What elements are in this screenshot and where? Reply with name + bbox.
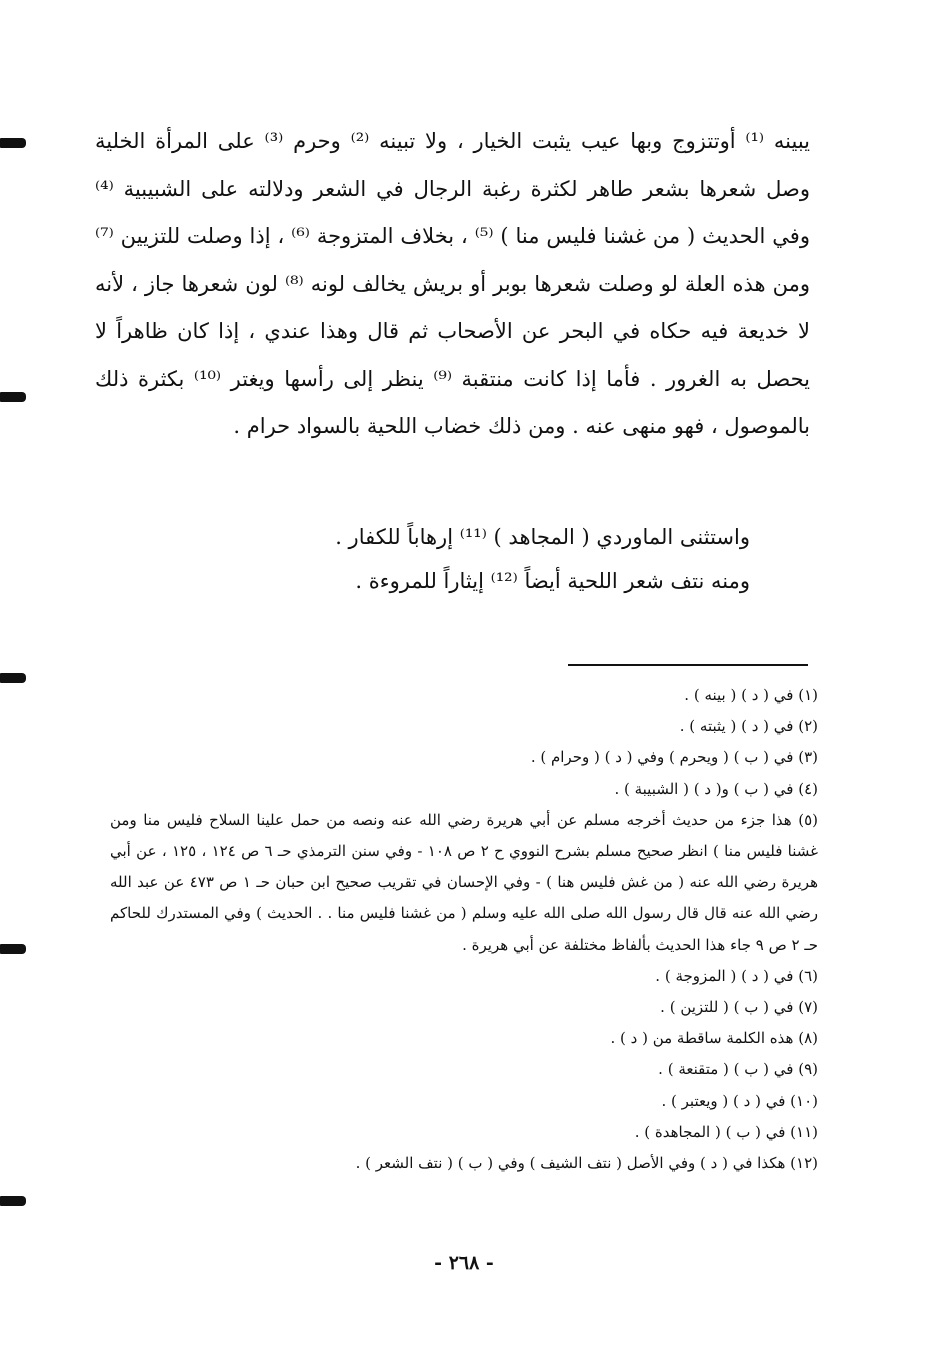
- footnote-item: (٦) في ( د ) ( المزوجة ) .: [655, 966, 818, 985]
- footnote-item: (٥) هذا جزء من حديث أخرجه مسلم عن أبي هريرة رضي الله عنه ونصه من حمل علينا السلاح فليس منا ومن غشنا فليس منا ) انظر صحيح مسلم بشرح النووي ح ٢ ص ١٠٨ - وفي سنن الترمذي حـ ٦ ص ١٢٤ ، ١٢٥ ، عن أبي هريرة رضي الله عنه ( من غش فليس هنا ) - وفي الإحسان في تقريب صحيح ابن حبان حـ ١ ص ٤٧٣ عن عبد الله رضي الله عنه قال قال رسول الله صلى الله عليه وسلم ( من غشنا فليس منا . . الحديث ) وفي المستدرك للحاكم حـ ٢ ص ٩ جاء هذا الحديث بألفاظ مختلفة عن أبي هريرة .: [110, 810, 818, 954]
- binding-mark: [0, 392, 26, 402]
- footnote-separator: [568, 664, 808, 666]
- footnote-item: (٨) هذه الكلمة ساقطة من ( د ) .: [610, 1029, 818, 1048]
- footnote-item: (٧) في ( ب ) ( للتزين ) .: [660, 998, 818, 1017]
- footnote-item: (٢) في ( د ) ( يثبته ) .: [679, 717, 818, 736]
- main-text: [95, 118, 810, 451]
- footnote-item: (١٢) هكذا في ( د ) وفي الأصل ( نتف الشيف ) وفي ( ب ) ( نتف الشعر ) .: [355, 1154, 818, 1173]
- footnotes-list: [110, 680, 818, 1179]
- page-number: - ٢٦٨ -: [434, 1252, 494, 1274]
- footnote-item: (١) في ( د ) ( بينه ) .: [684, 686, 818, 704]
- main-paragraph: يبينه ⁽¹⁾ أوتتزوج وبها عيب يثبت الخيار ، ولا تبينه ⁽²⁾ وحرم ⁽³⁾ على المرأة الخلية وصل شعرها بشعر طاهر لكثرة رغبة الرجال في الشعر ودلالته على الشبيبية ⁽⁴⁾ وفي الحديث ( من غشنا فليس منا ) ⁽⁵⁾ ، بخلاف المتزوجة ⁽⁶⁾ ، إذا وصلت للتزيين ⁽⁷⁾ ومن هذه العلة لو وصلت شعرها بوبر أو بريش يخالف لونه ⁽⁸⁾ لون شعرها جاز ، لأنه لا خديعة فيه حكاه في البحر عن الأصحاب ثم قال وهذا عندي ، إذا كان ظاهراً لا يحصل به الغرور . فأما إذا كانت منتقبة ⁽⁹⁾ ينظر إلى رأسها ويغتر ⁽¹⁰⁾ بكثرة ذلك بالموصول ، فهو منهى عنه . ومن ذلك خضاب اللحية بالسواد حرام .: [95, 129, 810, 438]
- exception-line: ومنه نتف شعر اللحية أيضاً ⁽¹²⁾ إيثاراً للمروءة .: [355, 569, 750, 593]
- binding-mark: [0, 1196, 26, 1206]
- footnote-item: (١١) في ( ب ) ( المجاهدة ) .: [634, 1122, 818, 1141]
- exceptions-block: [95, 515, 750, 603]
- footnote-item: (٩) في ( ب ) ( متقنعة ) .: [658, 1060, 818, 1079]
- binding-mark: [0, 673, 26, 683]
- exception-line: واستثنى الماوردي ( المجاهد ) ⁽¹¹⁾ إرهاباً للكفار .: [335, 525, 750, 549]
- footnote-item: (٤) في ( ب ) و( د ) ( الشبيبة ) .: [614, 779, 818, 798]
- binding-mark: [0, 944, 26, 954]
- footnote-item: (٣) في ( ب ) ( ويحرم ) وفي ( د ) ( وحرام ) .: [530, 748, 818, 767]
- footnote-item: (١٠) في ( د ) ( ويعتبر ) .: [661, 1091, 818, 1110]
- binding-mark: [0, 138, 26, 148]
